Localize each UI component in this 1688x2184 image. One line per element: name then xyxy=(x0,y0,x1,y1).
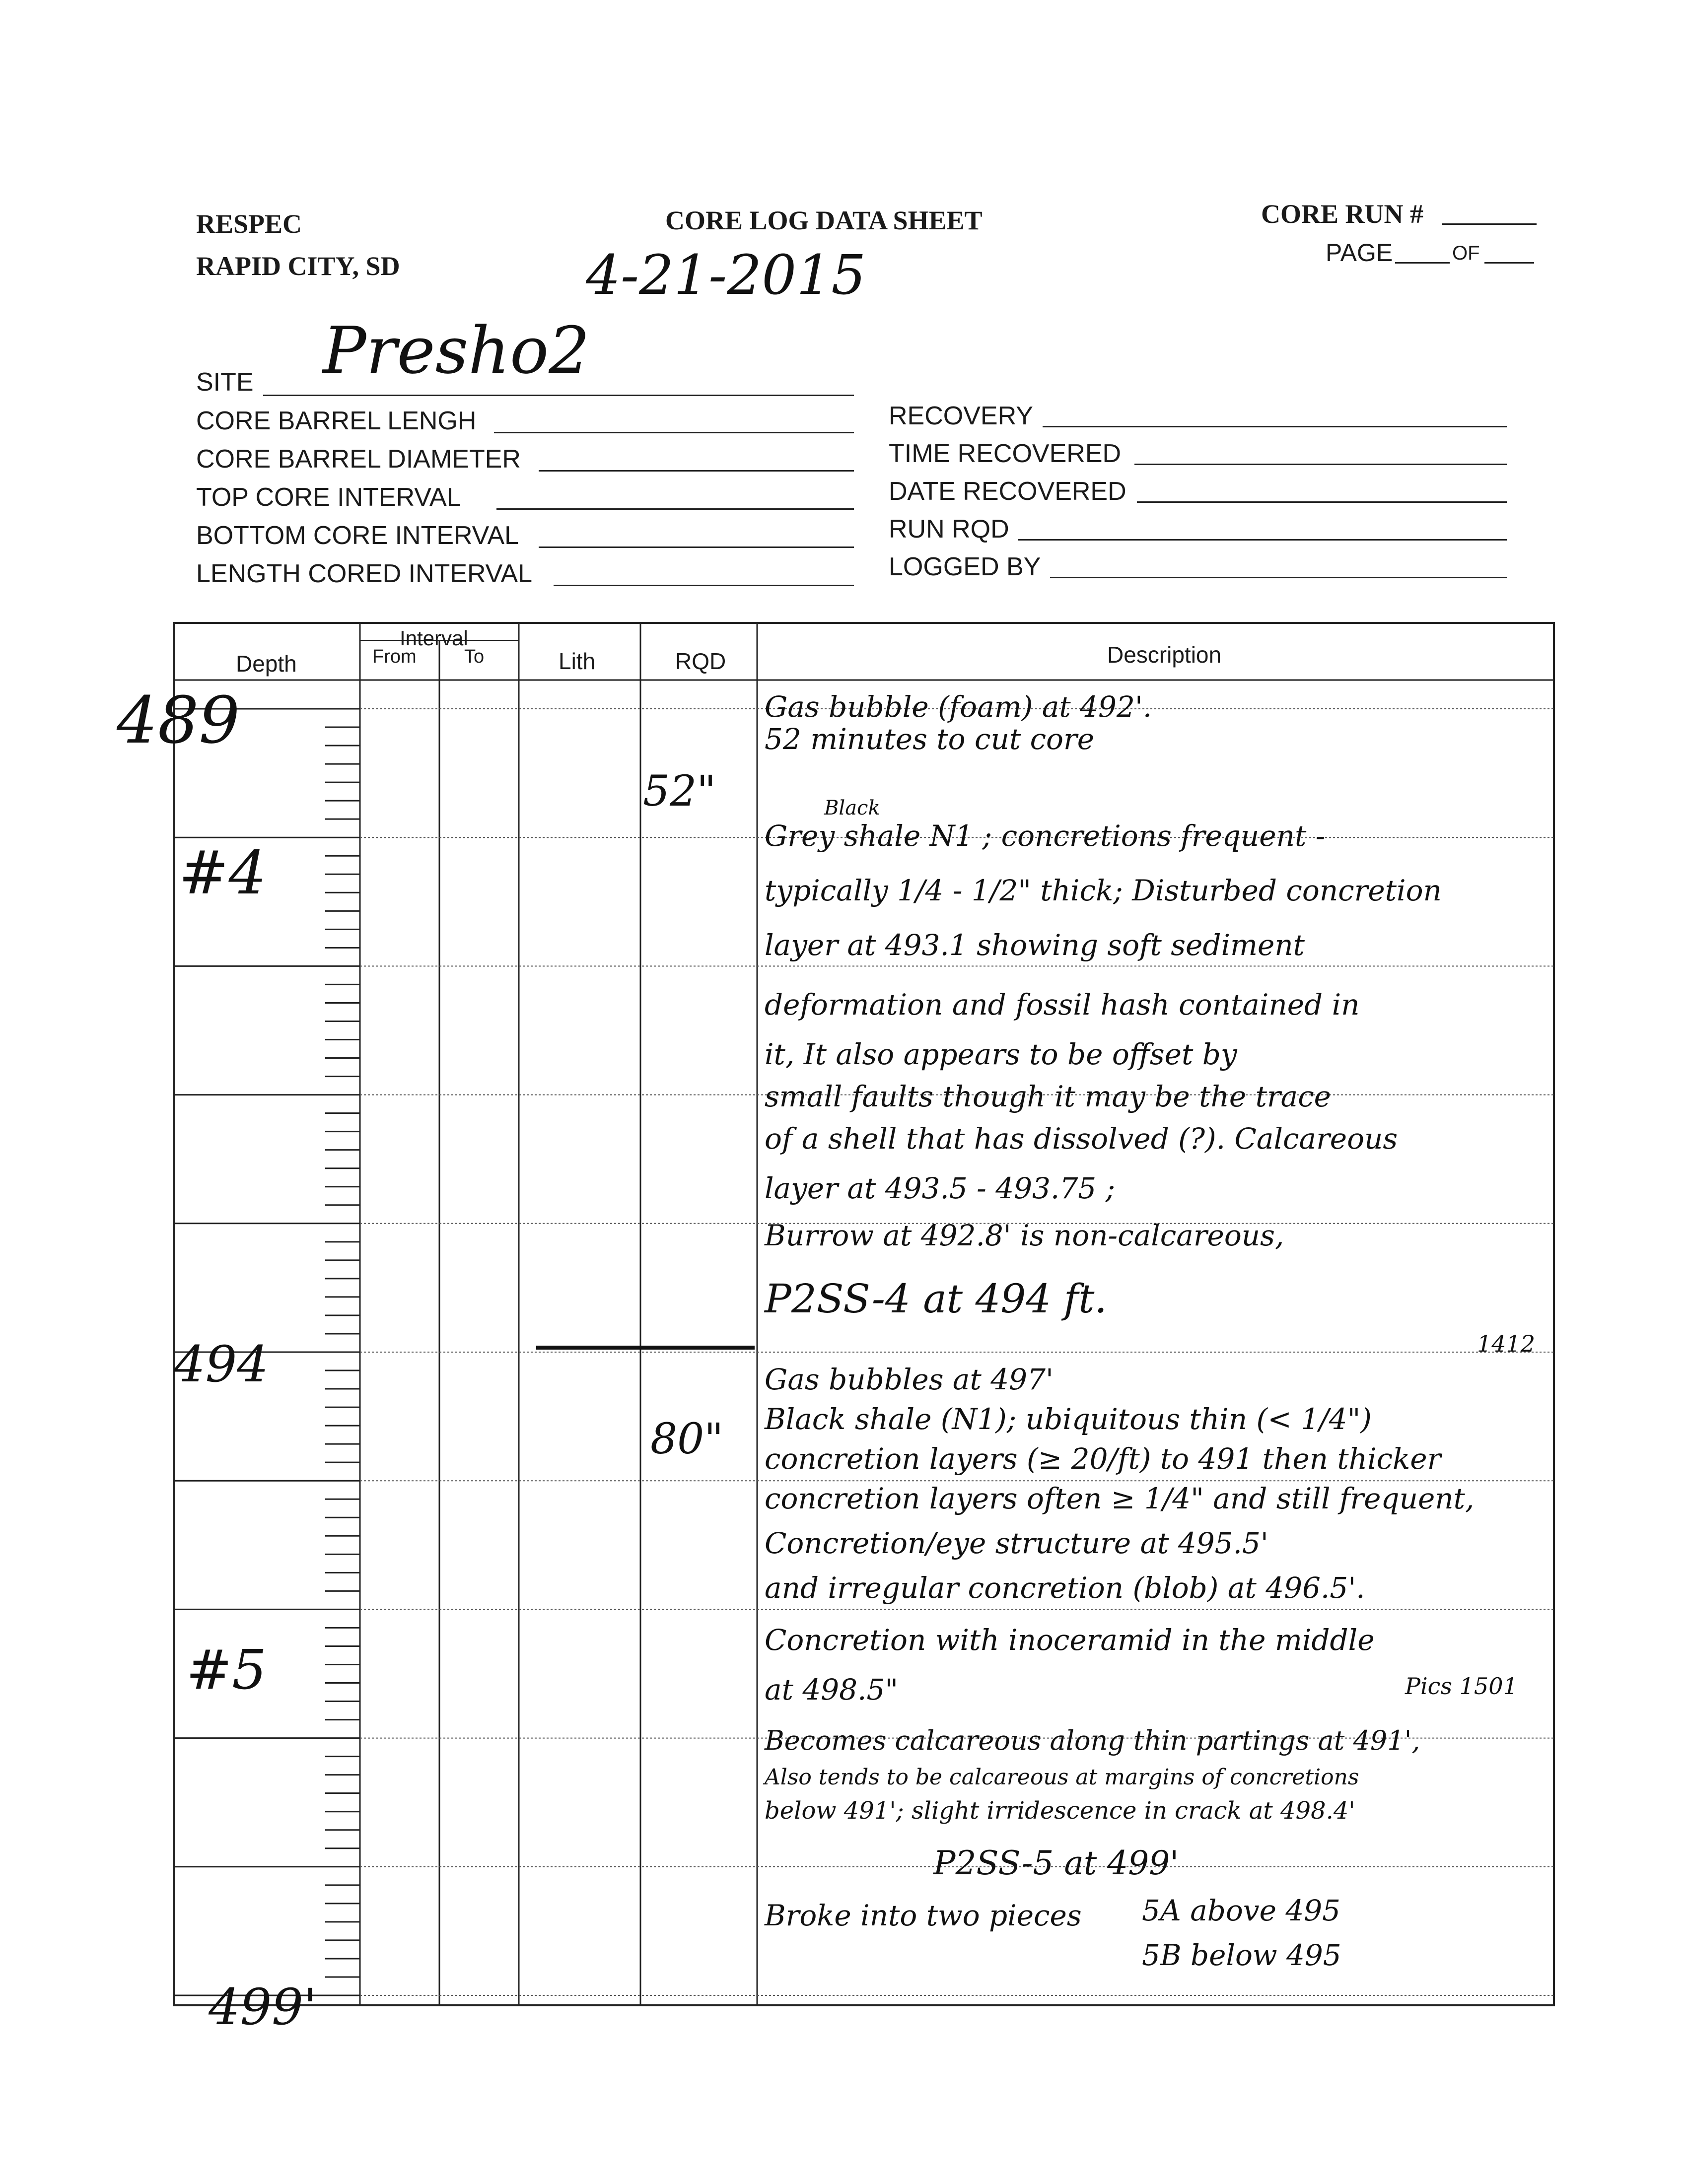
desc-line: it, It also appears to be offset by xyxy=(765,1037,1237,1071)
desc-line: 5A above 495 xyxy=(1142,1894,1341,1927)
run-4-note: #4 xyxy=(179,839,267,908)
desc-line: Gas bubbles at 497' xyxy=(765,1363,1054,1396)
depth-note-top: 489 xyxy=(117,682,240,758)
run-5-note: #5 xyxy=(186,1638,267,1702)
desc-line: deformation and fossil hash contained in xyxy=(765,988,1360,1022)
desc-line: Black shale (N1); ubiquitous thin (< 1/4") xyxy=(765,1402,1372,1436)
desc-line: concretion layers (≥ 20/ft) to 491 then thicker xyxy=(765,1442,1441,1476)
site-value: Presho2 xyxy=(323,313,590,388)
time-recovered-label: TIME RECOVERED xyxy=(889,439,1122,468)
desc-line: small faults though it may be the trace xyxy=(765,1080,1331,1113)
company-name: RESPEC xyxy=(196,209,302,239)
depth-note-mid: 494 xyxy=(174,1335,269,1393)
desc-line: of a shell that has dissolved (?). Calcareous xyxy=(765,1122,1398,1156)
page-label: PAGE xyxy=(1326,239,1393,267)
run-rqd-label: RUN RQD xyxy=(889,515,1009,544)
desc-line: P2SS-5 at 499' xyxy=(933,1844,1179,1882)
to-header: To xyxy=(464,646,485,667)
desc-line: Pics 1501 xyxy=(1405,1673,1518,1700)
desc-line: at 498.5" xyxy=(765,1673,899,1706)
sheet-title: CORE LOG DATA SHEET xyxy=(665,205,983,235)
desc-line: Concretion with inoceramid in the middle xyxy=(765,1623,1375,1657)
logged-by-label: LOGGED BY xyxy=(889,552,1041,581)
depth-header: Depth xyxy=(236,651,297,677)
desc-line: Concretion/eye structure at 495.5' xyxy=(765,1526,1268,1560)
desc-line: Becomes calcareous along thin partings at 491', xyxy=(765,1725,1420,1756)
desc-line: P2SS-4 at 494 ft. xyxy=(765,1276,1107,1322)
core-run-label: CORE RUN # xyxy=(1261,199,1424,229)
recovery-label: RECOVERY xyxy=(889,402,1033,430)
desc-line: Burrow at 492.8' is non-calcareous, xyxy=(765,1219,1284,1252)
rqd-header: RQD xyxy=(675,648,726,674)
desc-line: typically 1/4 - 1/2" thick; Disturbed concretion xyxy=(765,874,1442,907)
desc-line: layer at 493.5 - 493.75 ; xyxy=(765,1171,1116,1205)
desc-line: Grey shale N1 ; concretions frequent - xyxy=(765,819,1326,853)
company-location: RAPID CITY, SD xyxy=(196,251,400,281)
desc-line: 52 minutes to cut core xyxy=(765,722,1095,756)
desc-line: layer at 493.1 showing soft sediment xyxy=(765,928,1305,962)
from-header: From xyxy=(372,646,417,667)
description-header: Description xyxy=(1107,642,1222,668)
desc-line: concretion layers often ≥ 1/4" and still frequent, xyxy=(765,1482,1475,1515)
interval-header: Interval xyxy=(400,626,468,650)
desc-line: Broke into two pieces xyxy=(765,1899,1082,1932)
rqd-run-5: 80" xyxy=(650,1415,724,1464)
core-barrel-diameter-label: CORE BARREL DIAMETER xyxy=(196,445,521,474)
depth-note-bottom: 499' xyxy=(209,1978,317,2036)
of-label: OF xyxy=(1452,242,1480,264)
top-core-interval-label: TOP CORE INTERVAL xyxy=(196,483,461,512)
desc-line: Also tends to be calcareous at margins of concretions xyxy=(765,1765,1359,1790)
lith-header: Lith xyxy=(559,648,596,674)
desc-line: Black xyxy=(824,797,880,819)
desc-line: below 491'; slight irridescence in crack at 498.4' xyxy=(765,1797,1355,1825)
site-label: SITE xyxy=(196,368,254,397)
handwritten-date: 4-21-2015 xyxy=(586,243,866,307)
rqd-run-4: 52" xyxy=(643,767,716,816)
desc-line: Gas bubble (foam) at 492'. xyxy=(765,690,1152,724)
date-recovered-label: DATE RECOVERED xyxy=(889,477,1126,506)
desc-line: 1412 xyxy=(1477,1330,1536,1357)
core-barrel-length-label: CORE BARREL LENGH xyxy=(196,407,477,435)
bottom-core-interval-label: BOTTOM CORE INTERVAL xyxy=(196,521,519,550)
desc-line: and irregular concretion (blob) at 496.5'. xyxy=(765,1571,1365,1605)
desc-line: 5B below 495 xyxy=(1142,1938,1341,1972)
length-cored-interval-label: LENGTH CORED INTERVAL xyxy=(196,559,533,588)
